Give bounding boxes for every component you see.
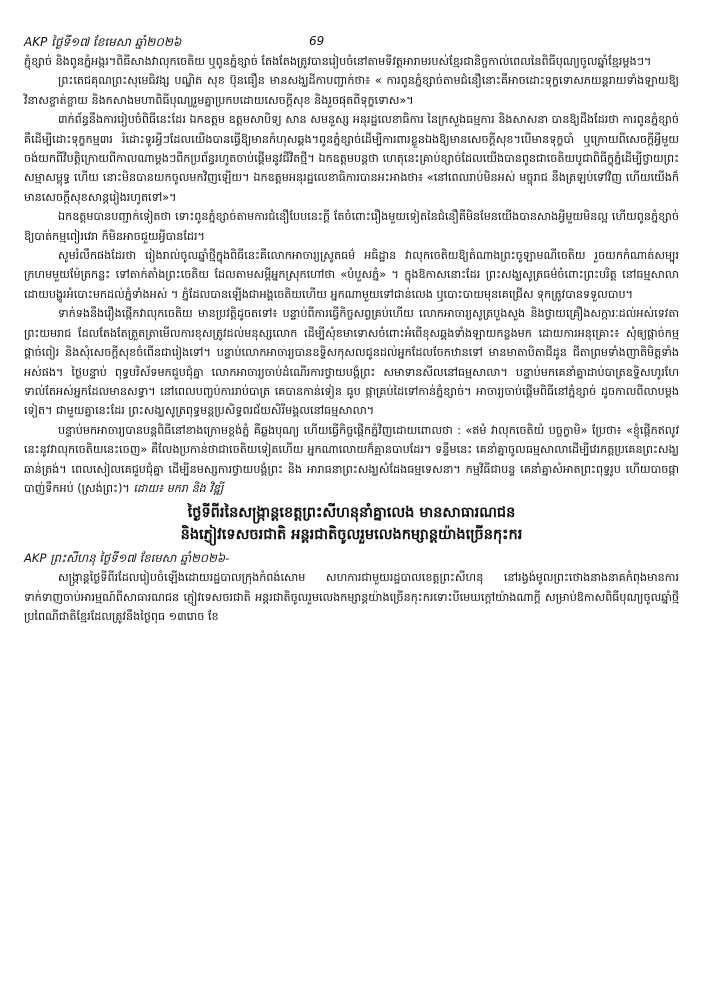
article-ritual <box>24 52 679 498</box>
page-header <box>24 30 679 52</box>
article-byline: ដោយ៖ មករា និង វិឌ្ឍី <box>133 481 224 495</box>
paragraph: ព្រះតេជគុណព្រះសុមេធិវង្ស បណ្ឌិត សុខ ប៊ុនធឿន មានសង្ឃដីកាបញ្ជាក់ថា៖ « ការពូនភ្នំខ្សាច់តាមជំនឿនោះគឺអាចដោះទុក្ខទោសភយន្តរាយទាំងឡាយឱ្យវិនាសខ្ចាត់ខ្ចាយ និងកសាងមហាពិធីបុណ្យរួមគ្នាប្រកបដោយសេចក្តីសុខ និងរួចផុតពីទុក្ខទោស»។ <box>24 74 679 107</box>
header-byline: AKP ថ្ងៃទី១៧ ខែមេសា ឆ្នាំ២០២៦ <box>24 35 182 49</box>
headline-line: និងភ្ញៀវទេសចរជាតិ អន្តរជាតិចូលរួមលេងកម្សាន្តយ៉ាងច្រើនកុះករ <box>180 527 523 544</box>
paragraph: ទាក់ទងនឹងរឿងផ្កើកវាលុកចេតិយ មានប្រវត្តិដូចតទៅ៖ បន្ទាប់ពីការធ្វើកិច្ចសព្វគ្រប់ហើយ លោកអាចារ្យសូត្របួងសួង និងថ្វាយគ្រឿងសក្ការៈដល់អស់ទេវតា ព្រះយមរាជ ដែលតែងតែត្រួតត្រាមើលការខុសត្រូវដល់មនុស្សលោក ដើម្បីសុំខមាទោសចំពោះអំពើខុសឆ្គងទាំងឡាយកន្លងមក ដោយការអនុគ្រោះ៖ សុំឲ្យផ្តាច់កម្ម ផ្តាច់ពៀរ និងសុំសេចក្តីសុខចំពើនជារៀងទៅ។ បន្ទាប់លោកអាចារ្យបានឧទ្ទិសកុសលជូនដល់អ្នកដែលចែកឋានទៅ មានមាតាបិតាជីដូន ជីតាព្រមទាំងញាតិមិត្តទាំងអស់ផង។ ថ្ងៃបន្ទាប់ ពុទ្ធបរិស័ទមកជួបជុំគ្នា លោកអាចារ្យចាប់ដំណើរការថ្វាយបង្គំព្រះ សមាទានសីលនៅធម្មសាលា។ បន្ទាប់មកគេនាំគ្នាដាប់បាត្រឧទ្ទិសហូរហែ ទាល់តែអស់អ្នកដែលមានសទ្ធា។ នៅពេលបញ្ចប់ការរាប់បាត្រ គេបានកាន់ទៀន ធូប ផ្កាគ្រប់ដៃទៅកាន់ភ្នំខ្សាច់។ អាចារ្យចាប់ផ្តើមពិធីនៅភ្នំខ្សាច់ ដូចកាលពីលាបម្តងទៀត។ ជាមួយគ្នានេះដែរ ព្រះសង្ឃសូត្រពុទ្ធមន្តប្រសិទ្ធពរជ័យសិរីមង្គលនៅធម្មសាលា។ <box>24 307 679 418</box>
article-sihanouk <box>24 568 679 626</box>
article-dateline: AKP ព្រះសីហនុ ថ្ងៃទី១៧ ខែមេសា ឆ្នាំ២០២៦- <box>24 551 230 566</box>
page-number: 69 <box>309 34 325 48</box>
paragraph: ៣ក់ព័ន្ធនឹងការរៀបចំពិធីនេះដែរ ឯកឧត្តម ឧត្តមសាបិទ្យ សាន សមនួស្ស អនុរដ្ឋលេខាធិការ នៃក្រសួងធម្មការ និងសាសនា បានឱ្យដឹងដែរថា ការពូនភ្នំខ្សាច់គឺដើម្បីដោះទុក្ខកម្ម៣រ រំដោះទូរអ្វីៗដែលយើងបានធ្វើឱ្យមានកំហុសឆ្គង។ពូនភ្នំខ្សាច់ដើម្បីការពារខ្លួនឯងឱ្យមានសេចក្តីសុខ។បើមានទុក្ខបាំ ឬក្រោយពីសេចក្តីអ្វីមួយចង់យកពីវិបត្តិក្រោយពីកាលណាម្តងៗពីកប្រព័ន្ធរហូតចាប់ផ្តើមនូវជីវិតថ្មី។ ឯកឧត្តមបន្តថា ហេតុនេះគ្រាប់ខ្សាច់ដែលយើងបានពូនជាចេតិយបូជាពិធីក្ខុភ្នំដើម្បីថ្វាយព្រះសម្មាសម្ពុទ្ធ ហើយ នោះមិនបានយកចូលមកវិញឡើយ។ ឯកឧត្តមអនុរដ្ឋលេខាធិការបានអះអាងថា៖ «នៅពេលរាប់មិនអស់ មច្ចុរាជ នឹងត្រឡប់ទៅវិញ ហើយយើងក៏មានសេចក្តីសុខសាន្តរៀងរហូតទៅ»។ <box>24 113 679 204</box>
paragraph: ភ្ជុំខ្សាច់ និងពូនភ្នំអង្ករ។ពិធីសាងវាលុកចេតិយ ឬពូនភ្នំខ្សាច់ តែងតែងត្រូវបានរៀបចំនៅតាមទីវត្តអារាមរបស់ខ្មែរជានិច្ចកាល់ពេលនៃពិធីបុណ្យចូលឆ្នាំខ្មែរម្តងៗ។ <box>24 55 652 68</box>
paragraph <box>24 421 679 499</box>
headline-line: ថ្ងៃទីពីរនៃសង្ក្រាន្តខេត្តព្រះសីហនុនាំគ្នាលេង មានសាធារណជន <box>187 505 516 522</box>
paragraph-text: បន្ទាប់មកអាចារ្យបានបន្តពិធីនៅខាងក្រោមខ្ពង់ភ្នំ គឺឆ្លងបុណ្យ ហើយធ្វើកិច្ចផ្តើកភ្នំវិញដោយពោលថា : «ឥមំ វាលុកចេតិយំ បច្ចក្ខាមិ» ប្រែថា៖ «ខ្ញុំផ្កើកឥលូវនេះនូវវាលុកចេតិយនេះចេញ» គឺលែងប្រកាន់ថាជាចេតិយទៀតហើយ អ្នកណាលោយក៏គ្មានបាបដែរ។ ទន្ទឹមនេះ គេនាំគ្នាចូលធម្មសាលាដើម្បីវេរភត្តប្រគេនព្រះសង្ឃឆាន់ត្រង់។ ពេលសៀលគេជួបជុំគ្នា ដើម្បីនមស្សការថ្វាយបង្គំព្រះ និង អារាធនាព្រះសង្ឃសំដែងធម្មទេសនា។ កម្មវិធីជាបន្ទ គេនាំគ្នាសំអាតព្រះពុទ្ធរូប ហើយបាចផ្កា បាញ់ទឹកអប់ (ស្រង់ព្រះ)។ <box>24 423 679 495</box>
article-headline <box>24 502 679 546</box>
paragraph: សង្ក្រាន្តថ្ងៃទីពីរដែលរៀបចំឡើងដោយរដ្ឋបាលក្រុងកំពង់សោម សហការជាមួយរដ្ឋបាលខេត្តព្រះសីហនុ នៅរង្វង់មូលព្រះថោងនាងនាគកំពុងមានការទាក់ទាញចាប់អារម្មណ៍ពីសាធារណជន ភ្ញៀវទេសចរជាតិ អន្តរជាតិចូលរួមលេងកម្សាន្តយ៉ាងច្រើនកុះករទោះបីមេឃក្តៅយ៉ាងណាក្តី សម្រាប់ឱកាសពិធីបុណ្យចូលឆ្នាំថ្មីប្រពៃណីជាតិខ្មែរដែលត្រូវនឹងថ្ងៃពុធ ១៣រោច ខែ <box>24 571 679 624</box>
paragraph: ឯកឧត្តមបានបញ្ជាក់ទៀតថា ទោះពូនភ្នំខ្សាច់តាមការជំនឿបែបនេះក្តី តែចំពោះរឿងមួយទៀតនៃជំនឿគឺមិនមែនយើងបានសាងអ្វីមួយមិនល្អ ហើយពូនភ្នំខ្សាច់ឱ្យបាត់កម្មពៀរវេរា ក៏មិនអាចជួយអ្វីបានដែរ។ <box>24 210 679 243</box>
paragraph: សូមរំលឹកផងដែរថា រៀងរាល់ចូលឆ្នាំថ្មីក្នុងពិធីនេះគឺលោកអាចារ្យស្រូតធម៌ អធិដ្ឋាន វាលុកចេតិយឱ្យតំណាងព្រះចូឡាមណីចេតិយ រួចយកកំណាត់សម្បុរក្រហមមួយម៉ែត្រកន្លះ ទៅតាក់តាំងព្រះចេតិយ ដែលតាមសម្តីអ្នកស្រុកហៅថា «បំបួសភ្នំ» ។ ក្នុងឱកាសនោះដែរ ព្រះសង្ឃសូត្រធម៌ចំពោះព្រះបរិត្ត នៅធម្មសាលាដោយបង្ហូរអំបោះមកដល់ភ្នំទាំងអស់ ។ ភ្នំដែលបានឡើងជាអង្គចេតិយហើយ អ្នកណាមួយទៅជាន់លេង ឬបោះបាយមុនគេជ្រើស ទុកត្រូវបានទទួលបាប។ <box>24 249 679 301</box>
